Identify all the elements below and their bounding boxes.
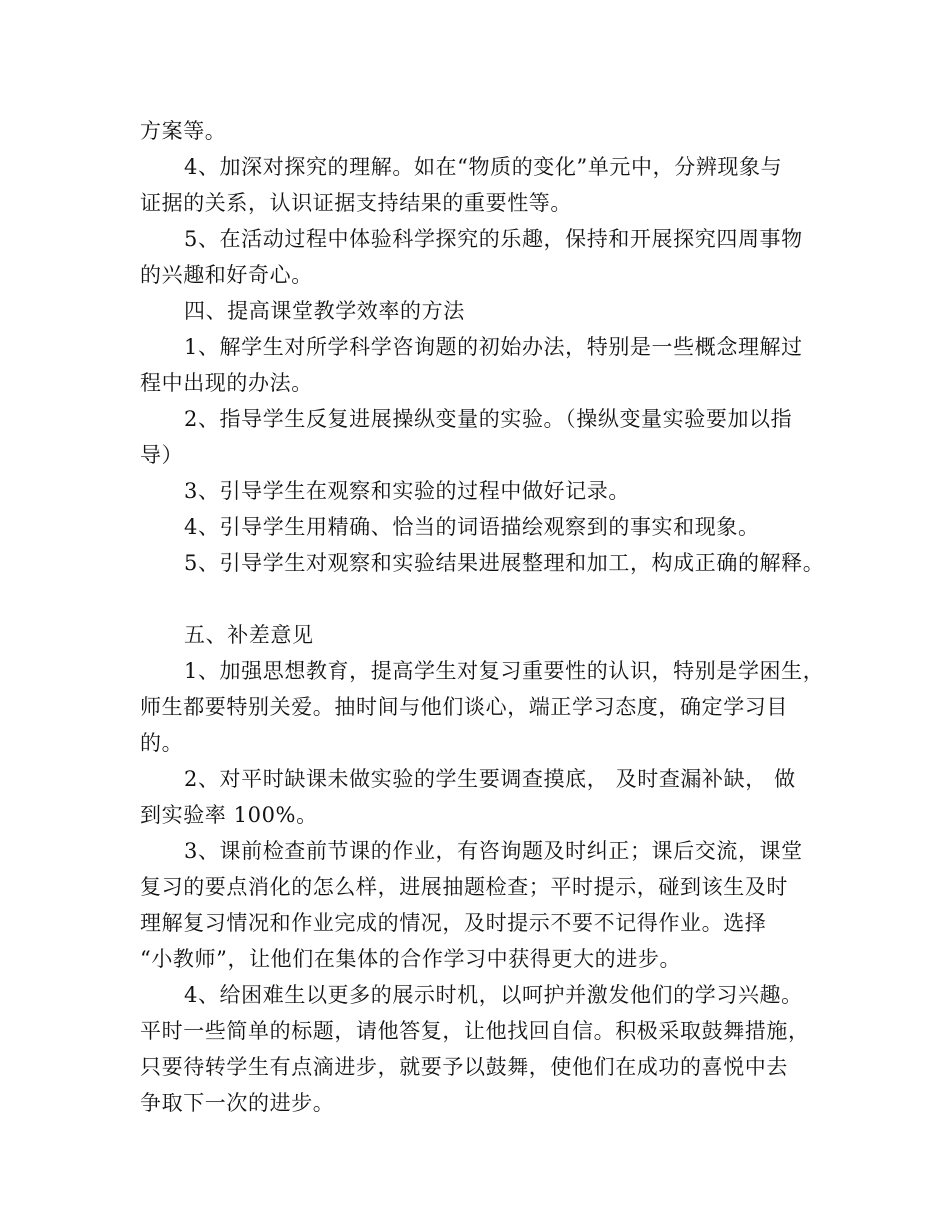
text-line: 争取下一次的进步。 <box>140 1091 335 1115</box>
text-line: 4、引导学生用精确、恰当的词语描绘观察到的事实和现象。 <box>184 515 760 539</box>
text-line: 导） <box>140 443 184 467</box>
text-line: 5、引导学生对观察和实验结果进展整理和加工，构成正确的解释。 <box>184 551 825 575</box>
text-line: 程中出现的办法。 <box>140 371 313 395</box>
text-line: 的兴趣和好奇心。 <box>140 263 313 287</box>
text-line: 到实验率 100%。 <box>140 803 318 827</box>
text-line: 的。 <box>140 731 184 755</box>
text-line: “小教师”，让他们在集体的合作学习中获得更大的进步。 <box>140 947 682 971</box>
text-line: 平时一些简单的标题，请他答复，让他找回自信。积极采取鼓舞措施， <box>140 1019 810 1043</box>
text-line: 只要待转学生有点滴进步，就要予以鼓舞，使他们在成功的喜悦中去 <box>140 1055 788 1079</box>
text-line: 理解复习情况和作业完成的情况，及时提示不要不记得作业。选择 <box>140 911 767 935</box>
text-line: 师生都要特别关爱。抽时间与他们谈心，端正学习态度，确定学习目 <box>140 695 788 719</box>
text-line: 3、引导学生在观察和实验的过程中做好记录。 <box>184 479 630 503</box>
text-line: 证据的关系，认识证据支持结果的重要性等。 <box>140 191 572 215</box>
text-line: 1、加强思想教育，提高学生对复习重要性的认识，特别是学困生， <box>184 659 825 683</box>
text-line: 2、指导学生反复进展操纵变量的实验。（操纵变量实验要加以指 <box>184 407 793 431</box>
section-heading: 五、补差意见 <box>184 623 314 647</box>
text-line: 1、解学生对所学科学咨询题的初始办法，特别是一些概念理解过 <box>184 335 803 359</box>
text-line: 4、给困难生以更多的展示时机，以呵护并激发他们的学习兴趣。 <box>184 983 803 1007</box>
text-line: 4、加深对探究的理解。如在“物质的变化”单元中，分辨现象与 <box>184 155 783 179</box>
text-line: 2、对平时缺课未做实验的学生要调查摸底， 及时查漏补缺， 做 <box>184 767 796 791</box>
text-line: 方案等。 <box>140 119 227 143</box>
section-heading: 四、提高课堂教学效率的方法 <box>184 299 465 323</box>
text-line: 复习的要点消化的怎么样，进展抽题检查；平时提示，碰到该生及时 <box>140 875 788 899</box>
text-line: 5、在活动过程中体验科学探究的乐趣，保持和开展探究四周事物 <box>184 227 803 251</box>
text-line: 3、课前检查前节课的作业，有咨询题及时纠正；课后交流，课堂 <box>184 839 803 863</box>
